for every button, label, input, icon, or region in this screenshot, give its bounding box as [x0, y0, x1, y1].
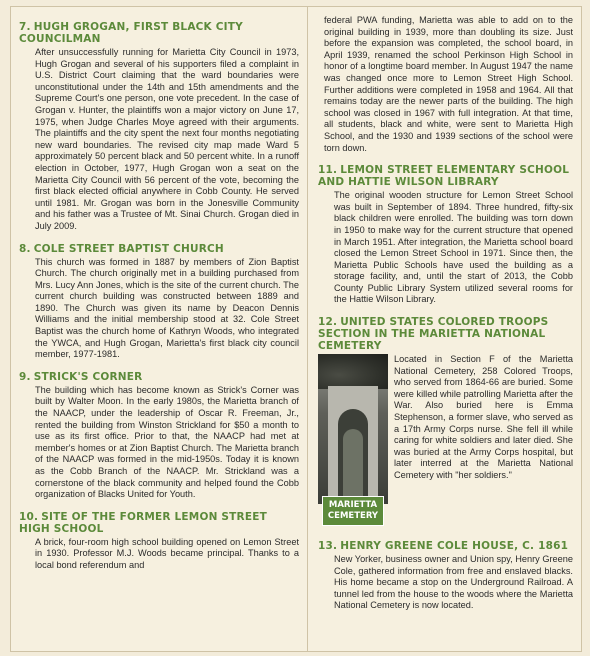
photo-caption-line2: CEMETERY: [327, 511, 379, 522]
section-body: After unsuccessfully running for Marietta City Council in 1973, Hugh Grogan and several of his supporters filed a complaint in U.S. District Court claiming that the ward boundaries were unconstitutional under the 14th and 15th amendments and the Supreme Court's one person, one vote precedent. In the case of Grogan v. Hunter, the plaintiffs won a major victory on June 17, 1975, when Judge Charles Moye agreed with their arguments. The plaintiffs and the city spent the next four months negotiating new ward boundaries. The revised city map made Ward 5 approximately 50 percent black and 50 percent white. In a runoff election in October, 1977, Hugh Grogan won a seat on the Marietta City Council with 56 percent of the vote, becoming the first black elected official anywhere in Cobb County. He served until 1981. Mr. Grogan was born in the Jonesville Community and his father was a Trustee of Mt. Sinai Church. Grogan died in July 2009.: [35, 47, 299, 231]
photo-caption-line1: MARIETTA: [328, 500, 378, 511]
section-title: STRICK'S CORNER: [33, 370, 143, 383]
section-title: LEMON STREET ELEMENTARY SCHOOL AND HATTIE WILSON LIBRARY: [318, 164, 570, 189]
photo-caption-badge: [322, 496, 384, 526]
cemetery-gate-image: [318, 354, 388, 504]
section-colored-troops: [318, 316, 573, 530]
section-heading: [19, 243, 299, 255]
section-number: 7.: [19, 21, 31, 33]
section-title: HENRY GREENE COLE HOUSE, C. 1861: [340, 540, 569, 553]
section-number: 8.: [19, 242, 31, 255]
brochure-page: [10, 6, 582, 652]
section-heading: [19, 371, 299, 383]
section-title: HUGH GROGAN, FIRST BLACK CITY COUNCILMAN: [19, 21, 243, 45]
section-title: UNITED STATES COLORED TROOPS SECTION IN THE MARIETTA NATIONAL CEMETERY: [318, 316, 549, 353]
section-title: SITE OF THE FORMER LEMON STREET HIGH SCHOOL: [19, 510, 267, 535]
section-cole-street-baptist: [19, 243, 299, 361]
section-body: federal PWA funding, Marietta was able to add on to the original building in 1939, more than doubling its size. Just before the expansion was completed, the school board, in April 1939, renamed the school Perkinson High School in honor of a longtime board member. In August 1947 the name was changed once more to Lemon Street High School. Further additions were completed in 1958 and 1964. All that remains today are the newer parts of the building. The high school was closed in 1967 with full integration. At that time, all students, black and white, were sent to Marietta High School, and the 1930 and 1939 sections of the school were torn down.: [324, 15, 573, 153]
section-body: The original wooden structure for Lemon Street School was built in September of 1894. Three hundred, fifty-six black children were enrolled. The building was torn down in 1950 to make way for the current structure that opened in March 1951. After integration, the Marietta school board closed the Lemon Street School in 1971. Since then, the Marietta Public Schools have used the building as a storage facility, and, until the start of 2013, the Cobb County Public Library System utilized several rooms for the Hattie Wilson Library.: [334, 190, 573, 305]
section-heading: [19, 511, 299, 535]
section-stricks-corner: [19, 371, 299, 501]
section-number: 10.: [19, 510, 39, 523]
section-lemon-street-elementary: [318, 164, 573, 306]
section-number: 11.: [318, 164, 338, 177]
cemetery-photo: [318, 354, 388, 528]
section-number: 13.: [318, 540, 338, 553]
section-body: New Yorker, business owner and Union spy, Henry Greene Cole, gathered information from free and enslaved blacks. His home became a stop on the Underground Railroad. A tunnel led from the house to the woods where the Marietta National Cemetery is now located.: [334, 554, 573, 611]
section-content: [318, 354, 573, 530]
section-body: A brick, four-room high school building opened on Lemon Street in 1930. Professor M.J. Woods became principal. Thanks to a local bond referendum and: [35, 536, 299, 570]
section-number: 9.: [19, 370, 31, 383]
section-hugh-grogan: [19, 21, 299, 233]
section-title: COLE STREET BAPTIST CHURCH: [33, 242, 224, 255]
section-number: 12.: [318, 316, 338, 329]
left-column: [11, 7, 308, 651]
section-heading: [318, 540, 573, 552]
section-lemon-street-high: [19, 511, 299, 572]
section-body: Located in Section F of the Marietta National Cemetery, 258 Colored Troops, who served from 1864-66 are buried. Some were killed while patrolling Marietta after the War. Also buried here is Emma Stephenson, a former slave, who served as a 17th Army Corps nurse. She fell ill while caring for white soldiers and later died. She was buried at the Army Corps hospital, but later interred at the Marietta National Cemetery with "her soldiers.": [394, 354, 573, 480]
section-heading: [19, 21, 299, 45]
tree-shape: [318, 354, 388, 389]
section-heading: [318, 164, 573, 188]
gate-inner-shape: [343, 429, 363, 504]
section-body: The building which has become known as Strick's Corner was built by Walter Moon. In the early 1980s, the Marietta branch of the NAACP, under the leadership of Oscar R. Freeman, Jr., rented the building from Winston Strickland for $50 a month to use as its first office. Prior to that, the NAACP had met at member's homes or at Zion Baptist Church. The Marietta branch of the NAACP was formed in the mid-1950s. Today it is known as the Cobb Branch of the NAACP. Mr. Strickland was a cornerstone of the black community and helped found the Cobb organization of Blacks United for Youth.: [35, 384, 299, 500]
right-column: [308, 7, 581, 651]
section-lemon-street-high-continued: [318, 15, 573, 154]
section-henry-greene-cole: [318, 540, 573, 612]
section-body: This church was formed in 1887 by members of Zion Baptist Church. The church originally met in a building purchased from Mrs. Lucy Ann Jones, which is the site of the current church. The current church building was constructed between 1889 and 1890. The Church was given its name by Deacon Dennis Williams and the initial membership stood at 32. Cole Street Baptist was the church home of Kathryn Woods, who integrated the YWCA, and Hugh Grogan, Marietta's first black city council member, 1977-1981.: [35, 256, 299, 360]
section-heading: [318, 316, 573, 352]
